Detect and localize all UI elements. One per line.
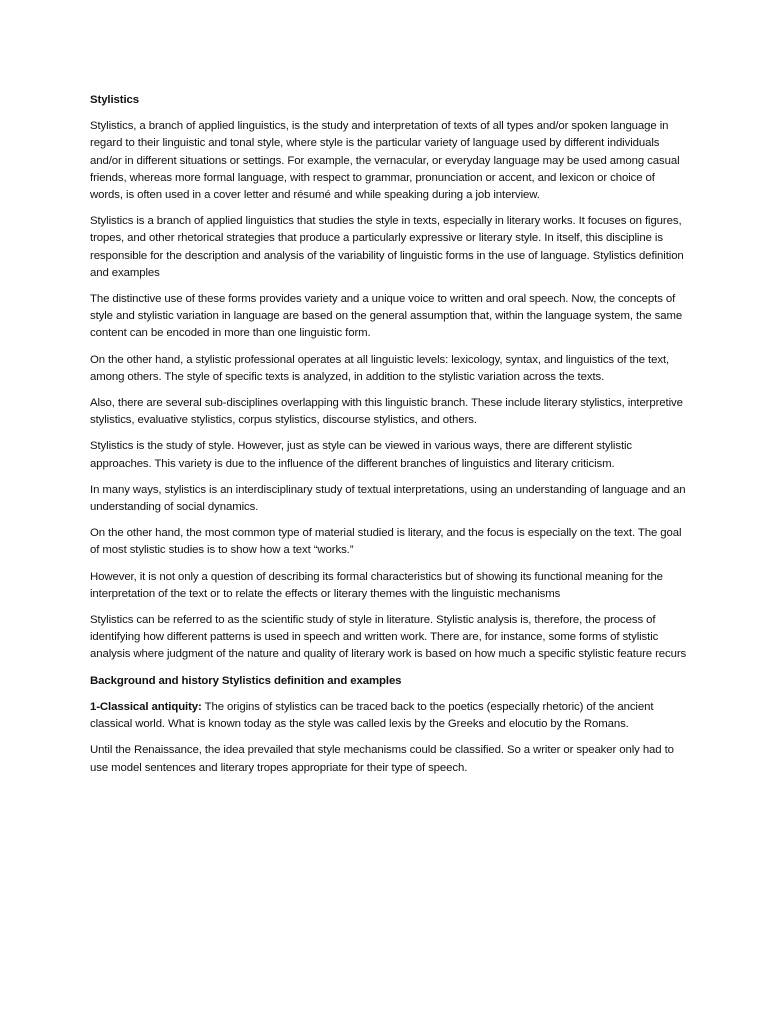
paragraph: In many ways, stylistics is an interdisciplinary study of textual interpretations, using an understanding of language and an understanding of social dynamics.	[90, 483, 686, 514]
document-title: Stylistics	[90, 94, 140, 106]
classical-antiquity-text: The origins of stylistics can be traced back to the poetics (especially rhetoric) of the ancient classical world. What is known today as the style was called lexis by the Greeks and elocutio by the Romans.	[90, 700, 654, 731]
paragraph: On the other hand, a stylistic professional operates at all linguistic levels: lexicology, syntax, and linguistics of the text, among others. The style of specific texts is analyzed, in addition to the stylistic variation across the texts.	[90, 353, 670, 383]
paragraph: The distinctive use of these forms provides variety and a unique voice to written and oral speech. Now, the concepts of style and stylistic variation in language are based on the general assumption that, within the language system, the same content can be encoded in more than one linguistic form.	[90, 293, 683, 340]
classical-antiquity-lead: 1-Classical antiquity:	[90, 700, 202, 713]
renaissance-paragraph: Until the Renaissance, the idea prevailed that style mechanisms could be classified. So a writer or speaker only had to use model sentences and literary tropes appropriate for their type of speech.	[90, 744, 674, 774]
document-page	[90, 92, 690, 786]
paragraph: On the other hand, the most common type of material studied is literary, and the focus is especially on the text. The goal of most stylistic studies is to show how a text “works.”	[90, 527, 682, 557]
paragraph: Stylistics is the study of style. However, just as style can be viewed in various ways, there are different stylistic approaches. This variety is due to the influence of the different branches of linguistics and literary criticism.	[90, 440, 633, 470]
paragraph: However, it is not only a question of describing its formal characteristics but of showing its functional meaning for the interpretation of the text or to relate the effects or literary themes with the linguistic mechanisms	[90, 570, 663, 600]
section-heading: Background and history Stylistics definition and examples	[90, 674, 402, 687]
classical-antiquity-paragraph	[90, 699, 690, 733]
paragraph: Stylistics is a branch of applied linguistics that studies the style in texts, especially in literary works. It focuses on figures, tropes, and other rhetorical strategies that produce a particularly expressive or literary style. In itself, this discipline is responsible for the description and analysis of the variability of linguistic forms in the use of language. Stylistics definition and examples	[90, 215, 684, 279]
paragraph: Also, there are several sub-disciplines overlapping with this linguistic branch. These include literary stylistics, interpretive stylistics, evaluative stylistics, corpus stylistics, discourse stylistics, and others.	[90, 397, 683, 427]
paragraph: Stylistics, a branch of applied linguistics, is the study and interpretation of texts of all types and/or spoken language in regard to their linguistic and tonal style, where style is the particular variety of language used by different individuals and/or in different situations or settings. For example, the vernacular, or everyday language may be used among casual friends, whereas more formal language, with respect to grammar, pronunciation or accent, and lexicon or choice of words, is often used in a cover letter and résumé and while speaking during a job interview.	[90, 120, 680, 202]
paragraph: Stylistics can be referred to as the scientific study of style in literature. Stylistic analysis is, therefore, the process of identifying how different patterns is used in speech and written work. There are, for instance, some forms of stylistic analysis where judgment of the nature and quality of literary work is based on how much a specific stylistic feature recurs	[90, 614, 687, 661]
